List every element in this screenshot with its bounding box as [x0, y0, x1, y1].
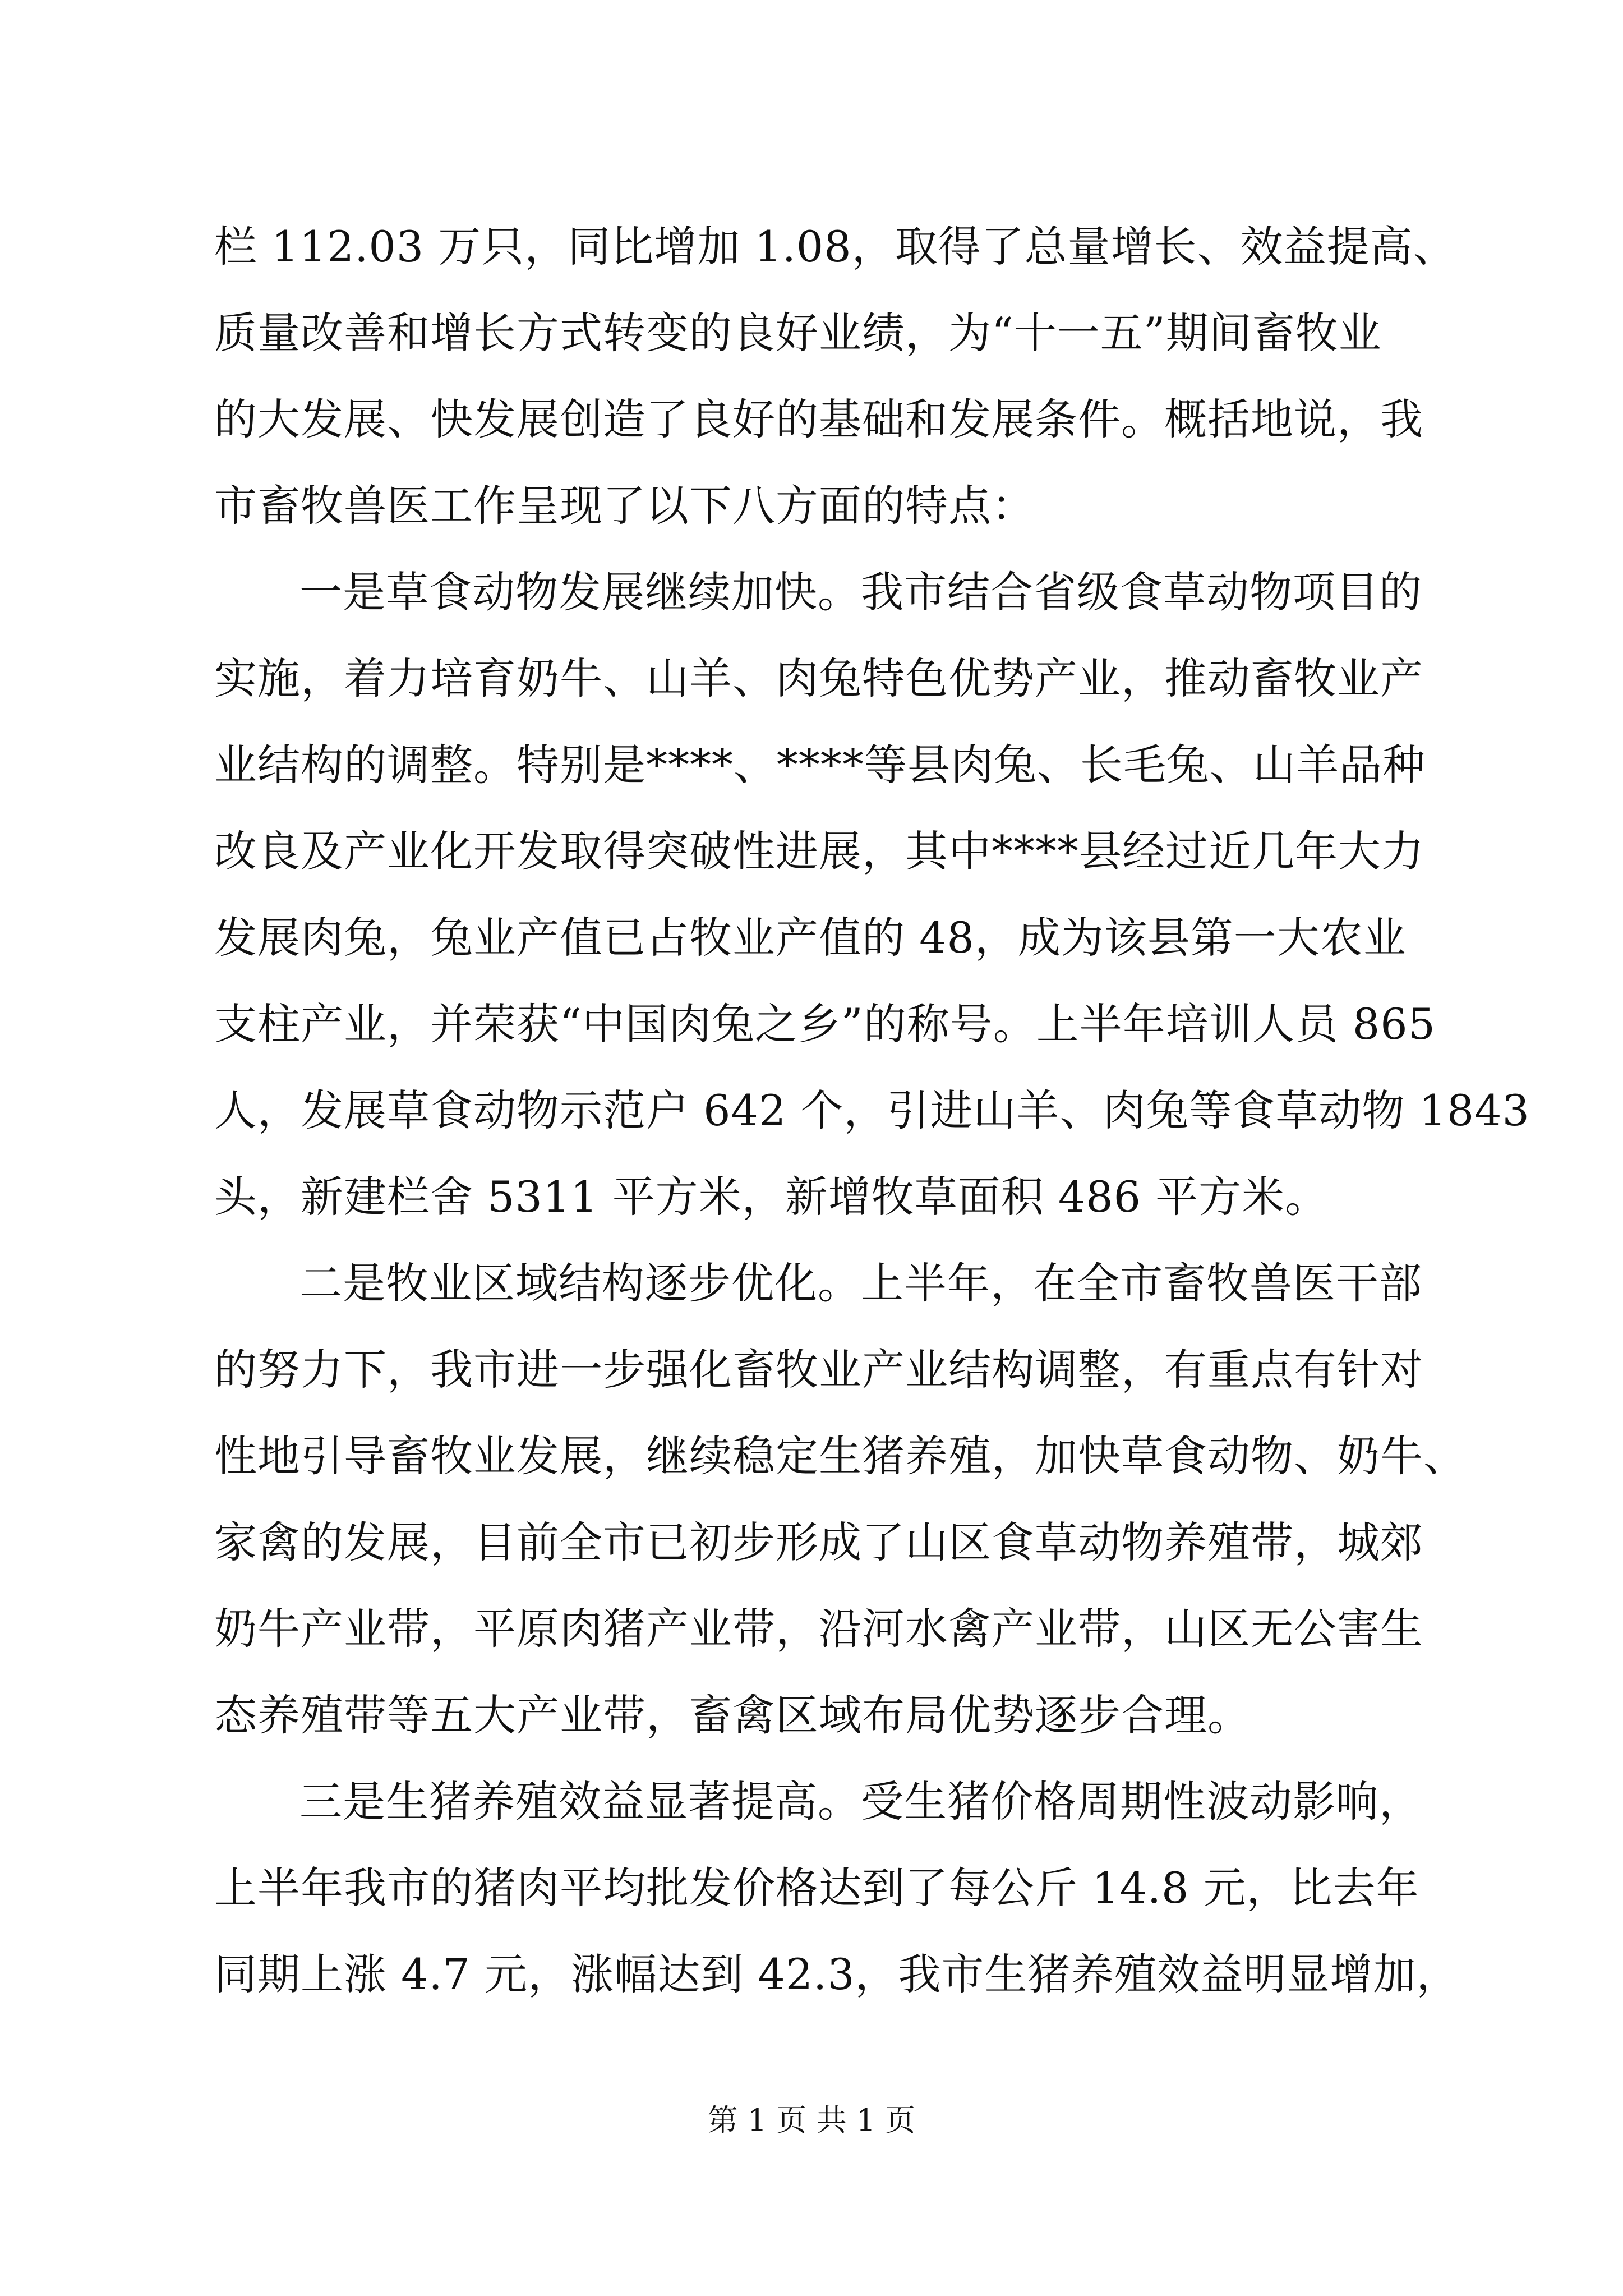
paragraph-heading-line: 三是生猪养殖效益显著提高。受生猪价格周期性波动影响，: [299, 1777, 1422, 1826]
text-line: 质量改善和增长方式转变的良好业绩，为“十一五”期间畜牧业: [214, 308, 1382, 358]
text-line: 同期上涨 4.7 元，涨幅达到 42.3，我市生猪养殖效益明显增加，: [214, 1949, 1460, 1999]
paragraph-heading-line: 一是草食动物发展继续加快。我市结合省级食草动物项目的: [299, 567, 1422, 617]
text-line: 的大发展、快发展创造了良好的基础和发展条件。概括地说，我: [214, 394, 1423, 444]
paragraph-heading-line: 二是牧业区域结构逐步优化。上半年，在全市畜牧兽医干部: [299, 1258, 1422, 1308]
text-line: 支柱产业，并荣获“中国肉兔之乡”的称号。上半年培训人员 865: [214, 999, 1436, 1049]
text-line: 的努力下，我市进一步强化畜牧业产业结构调整，有重点有针对: [214, 1345, 1423, 1395]
text-line: 改良及产业化开发取得突破性进展，其中****县经过近几年大力: [214, 826, 1424, 876]
text-line: 性地引导畜牧业发展，继续稳定生猪养殖，加快草食动物、奶牛、: [214, 1431, 1467, 1481]
text-line: 栏 112.03 万只，同比增加 1.08，取得了总量增长、效益提高、: [214, 222, 1456, 272]
text-line: 业结构的调整。特别是****、****等县肉兔、长毛兔、山羊品种: [214, 740, 1426, 790]
page-footer: 第 1 页 共 1 页: [707, 2102, 916, 2138]
text-line: 上半年我市的猪肉平均批发价格达到了每公斤 14.8 元，比去年: [214, 1863, 1419, 1913]
text-line: 态养殖带等五大产业带，畜禽区域布局优势逐步合理。: [214, 1690, 1251, 1740]
text-line: 奶牛产业带，平原肉猪产业带，沿河水禽产业带，山区无公害生: [214, 1604, 1423, 1654]
text-line: 家禽的发展，目前全市已初步形成了山区食草动物养殖带，城郊: [214, 1517, 1423, 1567]
text-line: 市畜牧兽医工作呈现了以下八方面的特点：: [214, 481, 1035, 531]
text-line: 发展肉兔，兔业产值已占牧业产值的 48，成为该县第一大农业: [214, 913, 1407, 963]
text-line: 头，新建栏舍 5311 平方米，新增牧草面积 486 平方米。: [214, 1172, 1329, 1222]
text-line: 人，发展草食动物示范户 642 个，引进山羊、肉兔等食草动物 1843: [214, 1085, 1530, 1135]
text-line: 实施，着力培育奶牛、山羊、肉兔特色优势产业，推动畜牧业产: [214, 654, 1423, 703]
